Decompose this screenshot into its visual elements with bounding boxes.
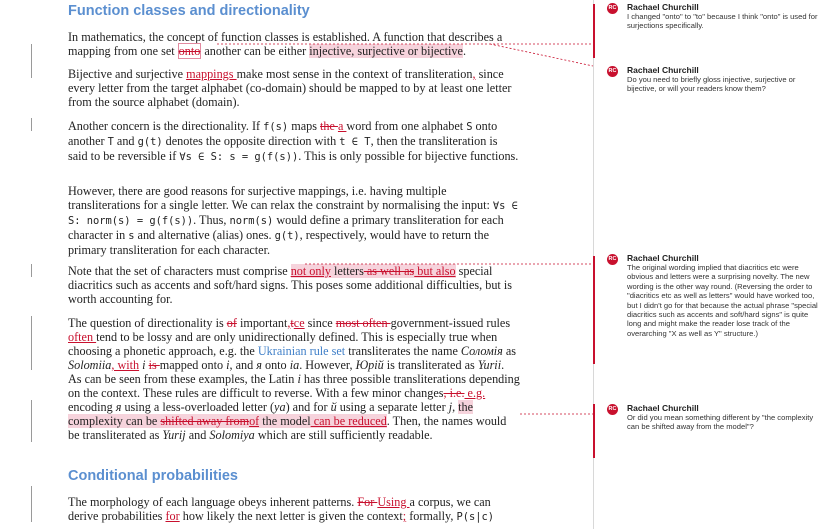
- inserted-text[interactable]: for: [165, 509, 180, 523]
- comment-text[interactable]: Or did you mean something different by "the complexity can be shifted away from the model"?: [627, 413, 814, 432]
- comment-author: Rachael Churchill: [627, 403, 699, 413]
- comment-text[interactable]: The original wording implied that diacritics etc were obvious and letters were a surprising novelty. The new wording is the other way round. (Reversing the order to "diacritics etc as well as letters" would have worked too, but I didn't go for that because the actual phrase "special diacritics such as accents and soft/hard signs" is quite long and might make the reader lose track of the overarching "X as well as Y" structure.): [627, 263, 818, 338]
- deleted-text[interactable]: as well as: [363, 264, 415, 278]
- avatar: RC: [607, 66, 618, 77]
- comment-author: Rachael Churchill: [627, 2, 699, 12]
- deleted-text[interactable]: onto: [178, 44, 201, 58]
- comment-bar: [593, 404, 595, 458]
- inserted-text[interactable]: but also: [414, 264, 456, 278]
- change-bar: [31, 316, 32, 370]
- inserted-text[interactable]: of: [249, 414, 260, 428]
- deleted-text[interactable]: t: [290, 316, 294, 330]
- deleted-text[interactable]: the: [320, 119, 338, 133]
- inserted-text[interactable]: ,: [472, 67, 476, 81]
- change-bar: [31, 486, 32, 522]
- inserted-text[interactable]: ce: [293, 316, 305, 330]
- comment-text[interactable]: I changed "onto" to "to" because I think "onto" is used for surjections specifically.: [627, 12, 818, 31]
- deleted-text[interactable]: is: [148, 358, 160, 372]
- inserted-text[interactable]: Using: [377, 495, 410, 509]
- paragraph[interactable]: In mathematics, the concept of function classes is established. A function that describes a mapping from one set onto another can be either injective, surjective or bijective.: [68, 30, 503, 58]
- paragraph[interactable]: The morphology of each language obeys inherent patterns. For Using a corpus, we can derive probabilities for how likely the next letter is given the context; formally, P(s|c): [68, 495, 495, 523]
- change-bar: [31, 118, 32, 131]
- inserted-text[interactable]: , with: [111, 358, 140, 372]
- deleted-text[interactable]: of: [226, 316, 237, 330]
- inserted-text[interactable]: often: [68, 330, 97, 344]
- change-bar: [31, 44, 32, 78]
- comment[interactable]: [607, 65, 822, 94]
- avatar: RC: [607, 404, 618, 415]
- comment-bar: [593, 256, 595, 364]
- paragraph[interactable]: The question of directionality is of important,tce since most often government-issued rules often tend to be lossy and are only unidirectionally defined. This is especially true when choosing a phonetic approach, e.g. the Ukrainian rule set transliterates the name Соломія as Solomiia, with і is mapped onto i, and я onto ia. However, Юрій is transliterated as Yurii. As can be seen from these examples, the Latin i has three possible transliterations depending on the context. These rules are difficult to reverse. With a few minor changes, i.e. e.g. encoding я using a less-overloaded letter (ya) and for й using a separate letter j, the complexity can be shifted away fromof the model can be reduced. Then, the names would be transliterated as Yurij and Solomiya which are still sufficiently readable.: [68, 316, 520, 442]
- deleted-text[interactable]: most often: [335, 316, 391, 330]
- comment-author: Rachael Churchill: [627, 65, 699, 75]
- inserted-text[interactable]: mappings: [186, 67, 237, 81]
- deleted-text[interactable]: shifted away from: [160, 414, 250, 428]
- ukrainian-rule-set-link[interactable]: Ukrainian rule set: [257, 344, 346, 358]
- paragraph[interactable]: Bijective and surjective mappings make most sense in the context of transliteration, since every letter from the target alphabet (co-domain) should be mapped to by at least one letter from the source alphabet (domain).: [68, 67, 512, 109]
- commented-text[interactable]: injective, surjective or bijective: [309, 44, 463, 58]
- comment[interactable]: [607, 253, 822, 338]
- comment[interactable]: [607, 403, 822, 432]
- inserted-text[interactable]: ,: [287, 316, 291, 330]
- inserted-text[interactable]: e.g.: [464, 386, 486, 400]
- comment-text[interactable]: Do you need to briefly gloss injective, surjective or bijective, or will your readers know them?: [627, 75, 796, 94]
- inserted-text[interactable]: not only: [290, 264, 331, 278]
- comment-author: Rachael Churchill: [627, 253, 699, 263]
- avatar: RC: [607, 254, 618, 265]
- comment-bar: [593, 4, 595, 58]
- change-bar: [31, 264, 32, 277]
- deleted-text[interactable]: For: [357, 495, 378, 509]
- deleted-text[interactable]: , i.e.: [443, 386, 465, 400]
- inserted-text[interactable]: ;: [402, 509, 407, 523]
- avatar: RC: [607, 3, 618, 14]
- section-heading: Conditional probabilities: [68, 468, 238, 484]
- paragraph[interactable]: Another concern is the directionality. If f(s) maps the a word from one alphabet S onto another T and g(t) denotes the opposite direction with t ∈ T, then the transliteration is said to be reversible if ∀s ∈ S: s = g(f(s)). This is only possible for bijective functions.: [68, 119, 519, 163]
- inserted-text[interactable]: a: [337, 119, 347, 133]
- change-bar: [31, 400, 32, 442]
- comment[interactable]: [607, 2, 822, 31]
- section-heading: Function classes and directionality: [68, 3, 310, 19]
- paragraph[interactable]: Note that the set of characters must comprise not only letters as well as but also special diacritics such as accents and soft/hard signs. This poses some additional difficulties, but is worth accounting for.: [68, 264, 512, 306]
- commented-text[interactable]: the complexity can be: [68, 400, 474, 428]
- inserted-text[interactable]: can be reduced: [310, 414, 387, 428]
- paragraph[interactable]: However, there are good reasons for surjective mappings, i.e. having multiple transliterations for a single letter. We can relax the constraint by normalising the input: ∀s ∈ S: norm(s) = g(f(s)). Thus, norm(s) would define a primary transliteration for each character in s and alternative (alias) ones. g(t), respectively, would have to return the primary transliteration for each character.: [68, 184, 518, 257]
